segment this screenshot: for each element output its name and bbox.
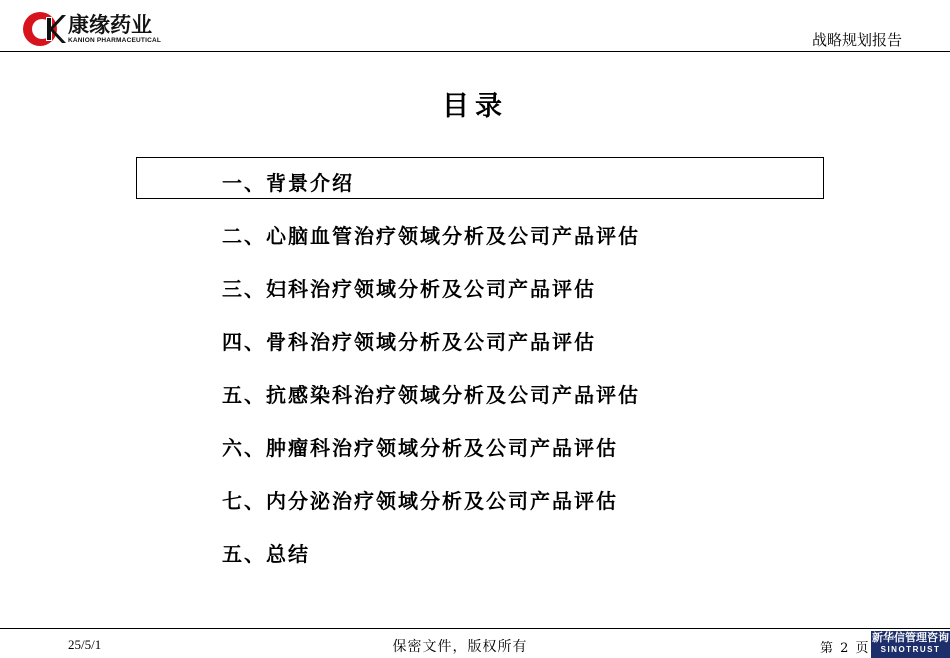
toc-item-gynecology[interactable]: 三、妇科治疗领域分析及公司产品评估	[222, 277, 596, 301]
sinotrust-chinese-name: 新华信管理咨询	[872, 631, 949, 644]
footer-date: 25/5/1	[68, 637, 102, 652]
toc-item-endocrine[interactable]: 七、内分泌治疗领域分析及公司产品评估	[222, 489, 618, 513]
toc-item-oncology[interactable]: 六、肿瘤科治疗领域分析及公司产品评估	[222, 436, 618, 460]
toc-item-background[interactable]: 一、背景介绍	[222, 171, 354, 195]
footer-divider	[0, 628, 950, 629]
footer-confidential-notice: 保密文件，版权所有	[392, 639, 528, 655]
footer-page-number: 第 2 页	[820, 641, 869, 656]
report-title: 战略规划报告	[811, 31, 902, 49]
header-divider	[0, 51, 950, 52]
company-logo	[22, 8, 161, 50]
logo-english-name: KANION PHARMACEUTICAL	[68, 37, 162, 44]
toc-item-summary[interactable]: 五、总结	[222, 542, 310, 566]
toc-item-anti-infection[interactable]: 五、抗感染科治疗领域分析及公司产品评估	[222, 383, 640, 407]
page-title: 目录	[442, 91, 508, 122]
toc-item-orthopedics[interactable]: 四、骨科治疗领域分析及公司产品评估	[222, 330, 596, 354]
kanion-logo-icon	[22, 9, 66, 49]
toc-item-cardio[interactable]: 二、心脑血管治疗领域分析及公司产品评估	[222, 224, 640, 248]
sinotrust-logo	[871, 631, 950, 658]
logo-chinese-name: 康缘药业	[68, 13, 152, 37]
logo-text	[68, 13, 161, 45]
sinotrust-english-name: SINOTRUST	[880, 645, 941, 654]
